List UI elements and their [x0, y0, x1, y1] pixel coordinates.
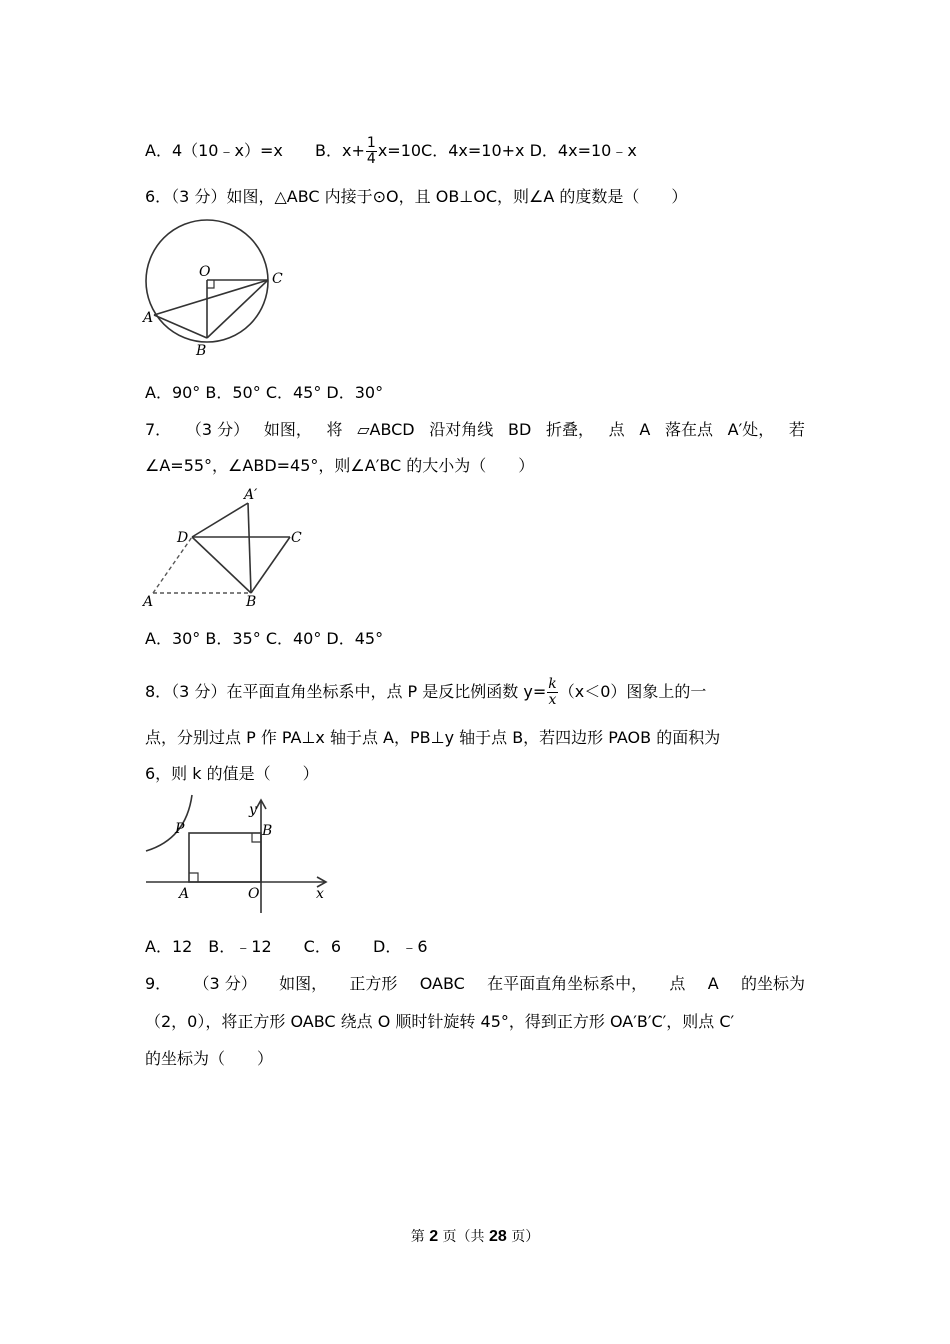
q6-label-a: A: [143, 310, 154, 326]
q6-segment-ab: [154, 315, 207, 338]
q8-label-b: B: [262, 823, 273, 839]
current-page-number: 2: [429, 1228, 439, 1245]
q6-label-c: C: [272, 271, 283, 287]
q5-option-b-suffix: x=10: [377, 141, 422, 160]
q8-rectangle-paob: [189, 833, 261, 882]
q5-option-b-prefix: B．x+: [315, 141, 365, 160]
q6-segment-ac: [154, 280, 268, 315]
q8-right-angle-a: [189, 873, 198, 882]
q7-label-b: B: [246, 594, 257, 610]
q9-stem-line3: 的坐标为（ ）: [145, 1049, 274, 1068]
q6-label-o: O: [199, 264, 211, 280]
q5-options: [145, 136, 637, 167]
q7-options: A．30° B．35° C．40° D．45°: [145, 629, 384, 648]
q5-fraction: $\frac{1}{4}$: [366, 135, 376, 167]
q8-stem-line3: 6，则 k 的值是（ ）: [145, 764, 319, 783]
q6-figure: [140, 218, 300, 363]
q7-figure: [140, 485, 310, 613]
q6-right-angle-mark: [207, 280, 214, 288]
q7-label-c: C: [291, 530, 302, 546]
q8-options: A．12 B．﹣12 C．6 D．﹣6: [145, 937, 428, 956]
q7-segment-da1: [192, 503, 248, 537]
q8-label-o: O: [248, 886, 260, 902]
q8-label-x: x: [316, 886, 324, 902]
q8-fraction: $\frac{k}{x}$: [548, 676, 557, 708]
q6-label-b: B: [196, 343, 207, 359]
q7-stem-line1: 7． （3 分） 如图， 将 ▱ABCD 沿对角线 BD 折叠， 点 A 落在点 A′处， 若: [145, 420, 805, 439]
q8-label-y: y: [249, 802, 257, 818]
q5-option-d: D．4x=10﹣x: [529, 141, 637, 160]
q8-label-a: A: [179, 886, 190, 902]
q7-segment-cb: [251, 537, 290, 593]
q7-label-a: A: [143, 594, 154, 610]
q8-figure: [140, 793, 340, 918]
q8-hyperbola: [146, 795, 192, 851]
q8-stem-line2: 点，分别过点 P 作 PA⊥x 轴于点 A，PB⊥y 轴于点 B，若四边形 PAOB 的面积为: [145, 728, 721, 747]
q7-segment-a1b: [248, 503, 251, 593]
q7-stem-line2: ∠A=55°，∠ABD=45°，则∠A′BC 的大小为（ ）: [145, 456, 535, 475]
q5-option-a: A．4（10﹣x）=x: [145, 141, 283, 160]
q8-right-angle-b: [252, 833, 261, 842]
q7-label-d: D: [177, 530, 189, 546]
total-page-count: 28: [489, 1228, 507, 1245]
q7-label-a-prime: A′: [244, 487, 258, 503]
q8-stem-line1: 8．（3 分）在平面直角坐标系中，点 P 是反比例函数 y= $\frac{k}{x}$ （x＜0）图象上的一: [145, 676, 707, 708]
q6-stem: 6．（3 分）如图，△ABC 内接于⊙O，且 OB⊥OC，则∠A 的度数是（ ）: [145, 187, 688, 206]
q6-options: A．90° B．50° C．45° D．30°: [145, 383, 384, 402]
q7-segment-db: [192, 537, 251, 593]
q8-label-p: P: [175, 821, 185, 837]
page-footer: 第 2 页（共 28 页）: [410, 1228, 540, 1245]
q9-stem-line2: （2，0），将正方形 OABC 绕点 O 顺时针旋转 45°，得到正方形 OA′B′C′，则点 C′: [145, 1012, 735, 1031]
q5-option-c: C．4x=10+x: [421, 141, 525, 160]
q9-stem-line1: 9． （3 分） 如图， 正方形 OABC 在平面直角坐标系中， 点 A 的坐标为: [145, 974, 805, 993]
